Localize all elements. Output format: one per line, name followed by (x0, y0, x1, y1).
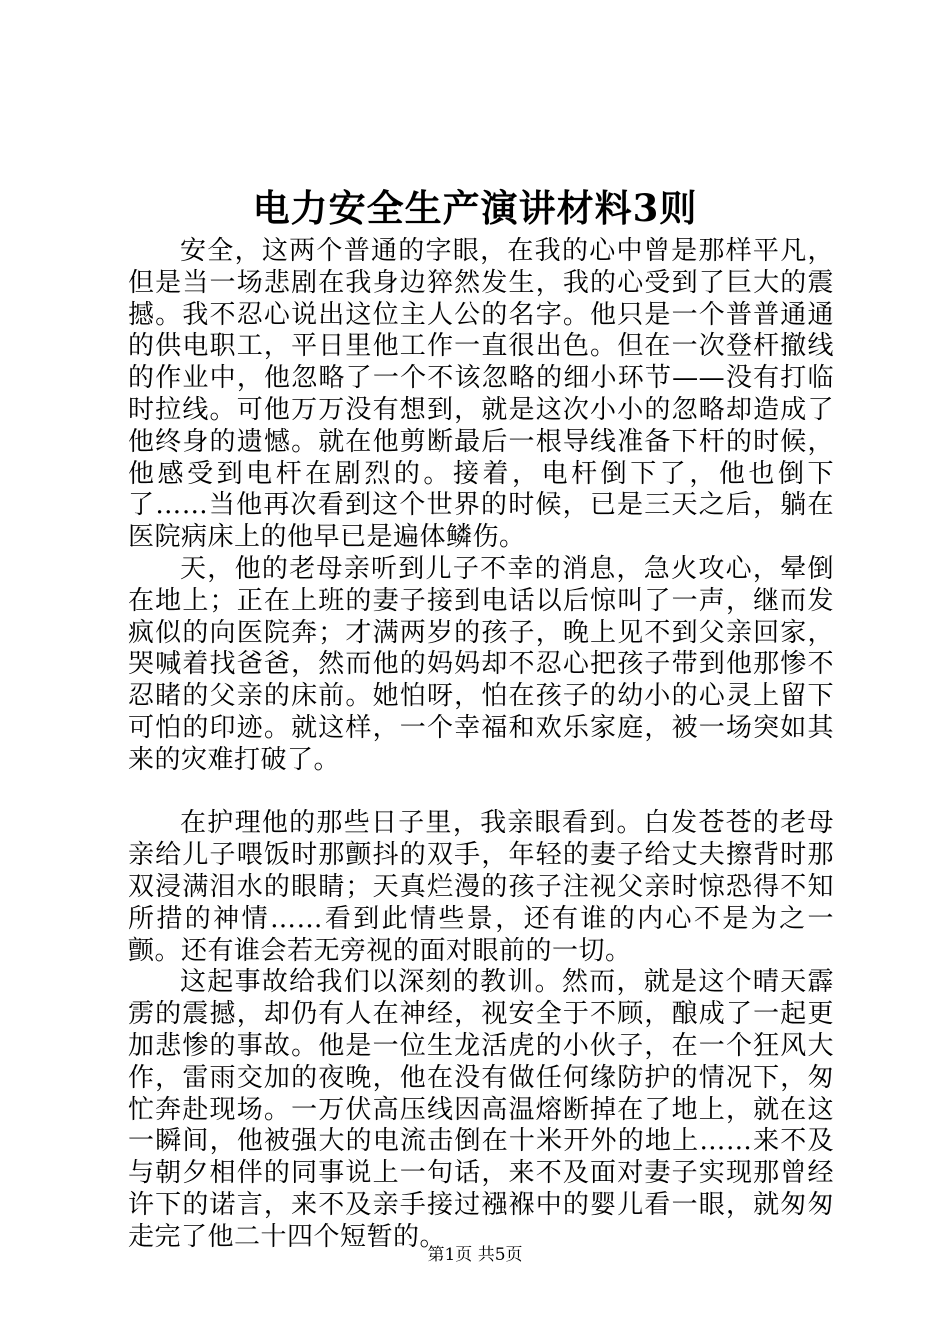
paragraph-2: 天，他的老母亲听到儿子不幸的消息，急火攻心，晕倒在地上；正在上班的妻子接到电话以后惊叫了一声，继而发疯似的向医院奔；才满两岁的孩子，晚上见不到父亲回家，哭喊着找爸爸，然而他的妈妈却不忍心把孩子带到他那惨不忍睹的父亲的床前。她怕呀，怕在孩子的幼小的心灵上留下可怕的印迹。就这样，一个幸福和欢乐家庭，被一场突如其来的灾难打破了。 (128, 553, 834, 775)
paragraph-3: 在护理他的那些日子里，我亲眼看到。白发苍苍的老母亲给儿子喂饭时那颤抖的双手，年轻的妻子给丈夫擦背时那双浸满泪水的眼睛；天真烂漫的孩子注视父亲时惊恐得不知所措的神情……看到此情些景，还有谁的内心不是为之一颤。还有谁会若无旁视的面对眼前的一切。 (128, 808, 834, 966)
page-number: 第1页 共5页 (427, 1245, 523, 1265)
paragraph-1: 安全，这两个普通的字眼，在我的心中曾是那样平凡，但是当一场悲剧在我身边猝然发生，我的心受到了巨大的震撼。我不忍心说出这位主人公的名字。他只是一个普普通通的供电职工，平日里他工作一直很出色。但在一次登杆撤线的作业中，他忽略了一个不该忽略的细小环节——没有打临时拉线。可他万万没有想到，就是这次小小的忽略却造成了他终身的遗憾。就在他剪断最后一根导线准备下杆的时候，他感受到电杆在剧烈的。接着，电杆倒下了，他也倒下了……当他再次看到这个世界的时候，已是三天之后，躺在医院病床上的他早已是遍体鳞伤。 (128, 236, 834, 553)
paragraph-4: 这起事故给我们以深刻的教训。然而，就是这个晴天霹雳的震撼，却仍有人在神经，视安全于不顾，酿成了一起更加悲惨的事故。他是一位生龙活虎的小伙子，在一个狂风大作，雷雨交加的夜晚，他在没有做任何缘防护的情况下，匆忙奔赴现场。一万伏高压线因高温熔断掉在了地上，就在这一瞬间，他被强大的电流击倒在十米开外的地上……来不及与朝夕相伴的同事说上一句话，来不及面对妻子实现那曾经许下的诺言，来不及亲手接过襁褓中的婴儿看一眼，就匆匆走完了他二十四个短暂的。 (128, 967, 834, 1252)
document-title: 电力安全生产演讲材料3则 (252, 186, 698, 230)
document-body (128, 236, 834, 1254)
